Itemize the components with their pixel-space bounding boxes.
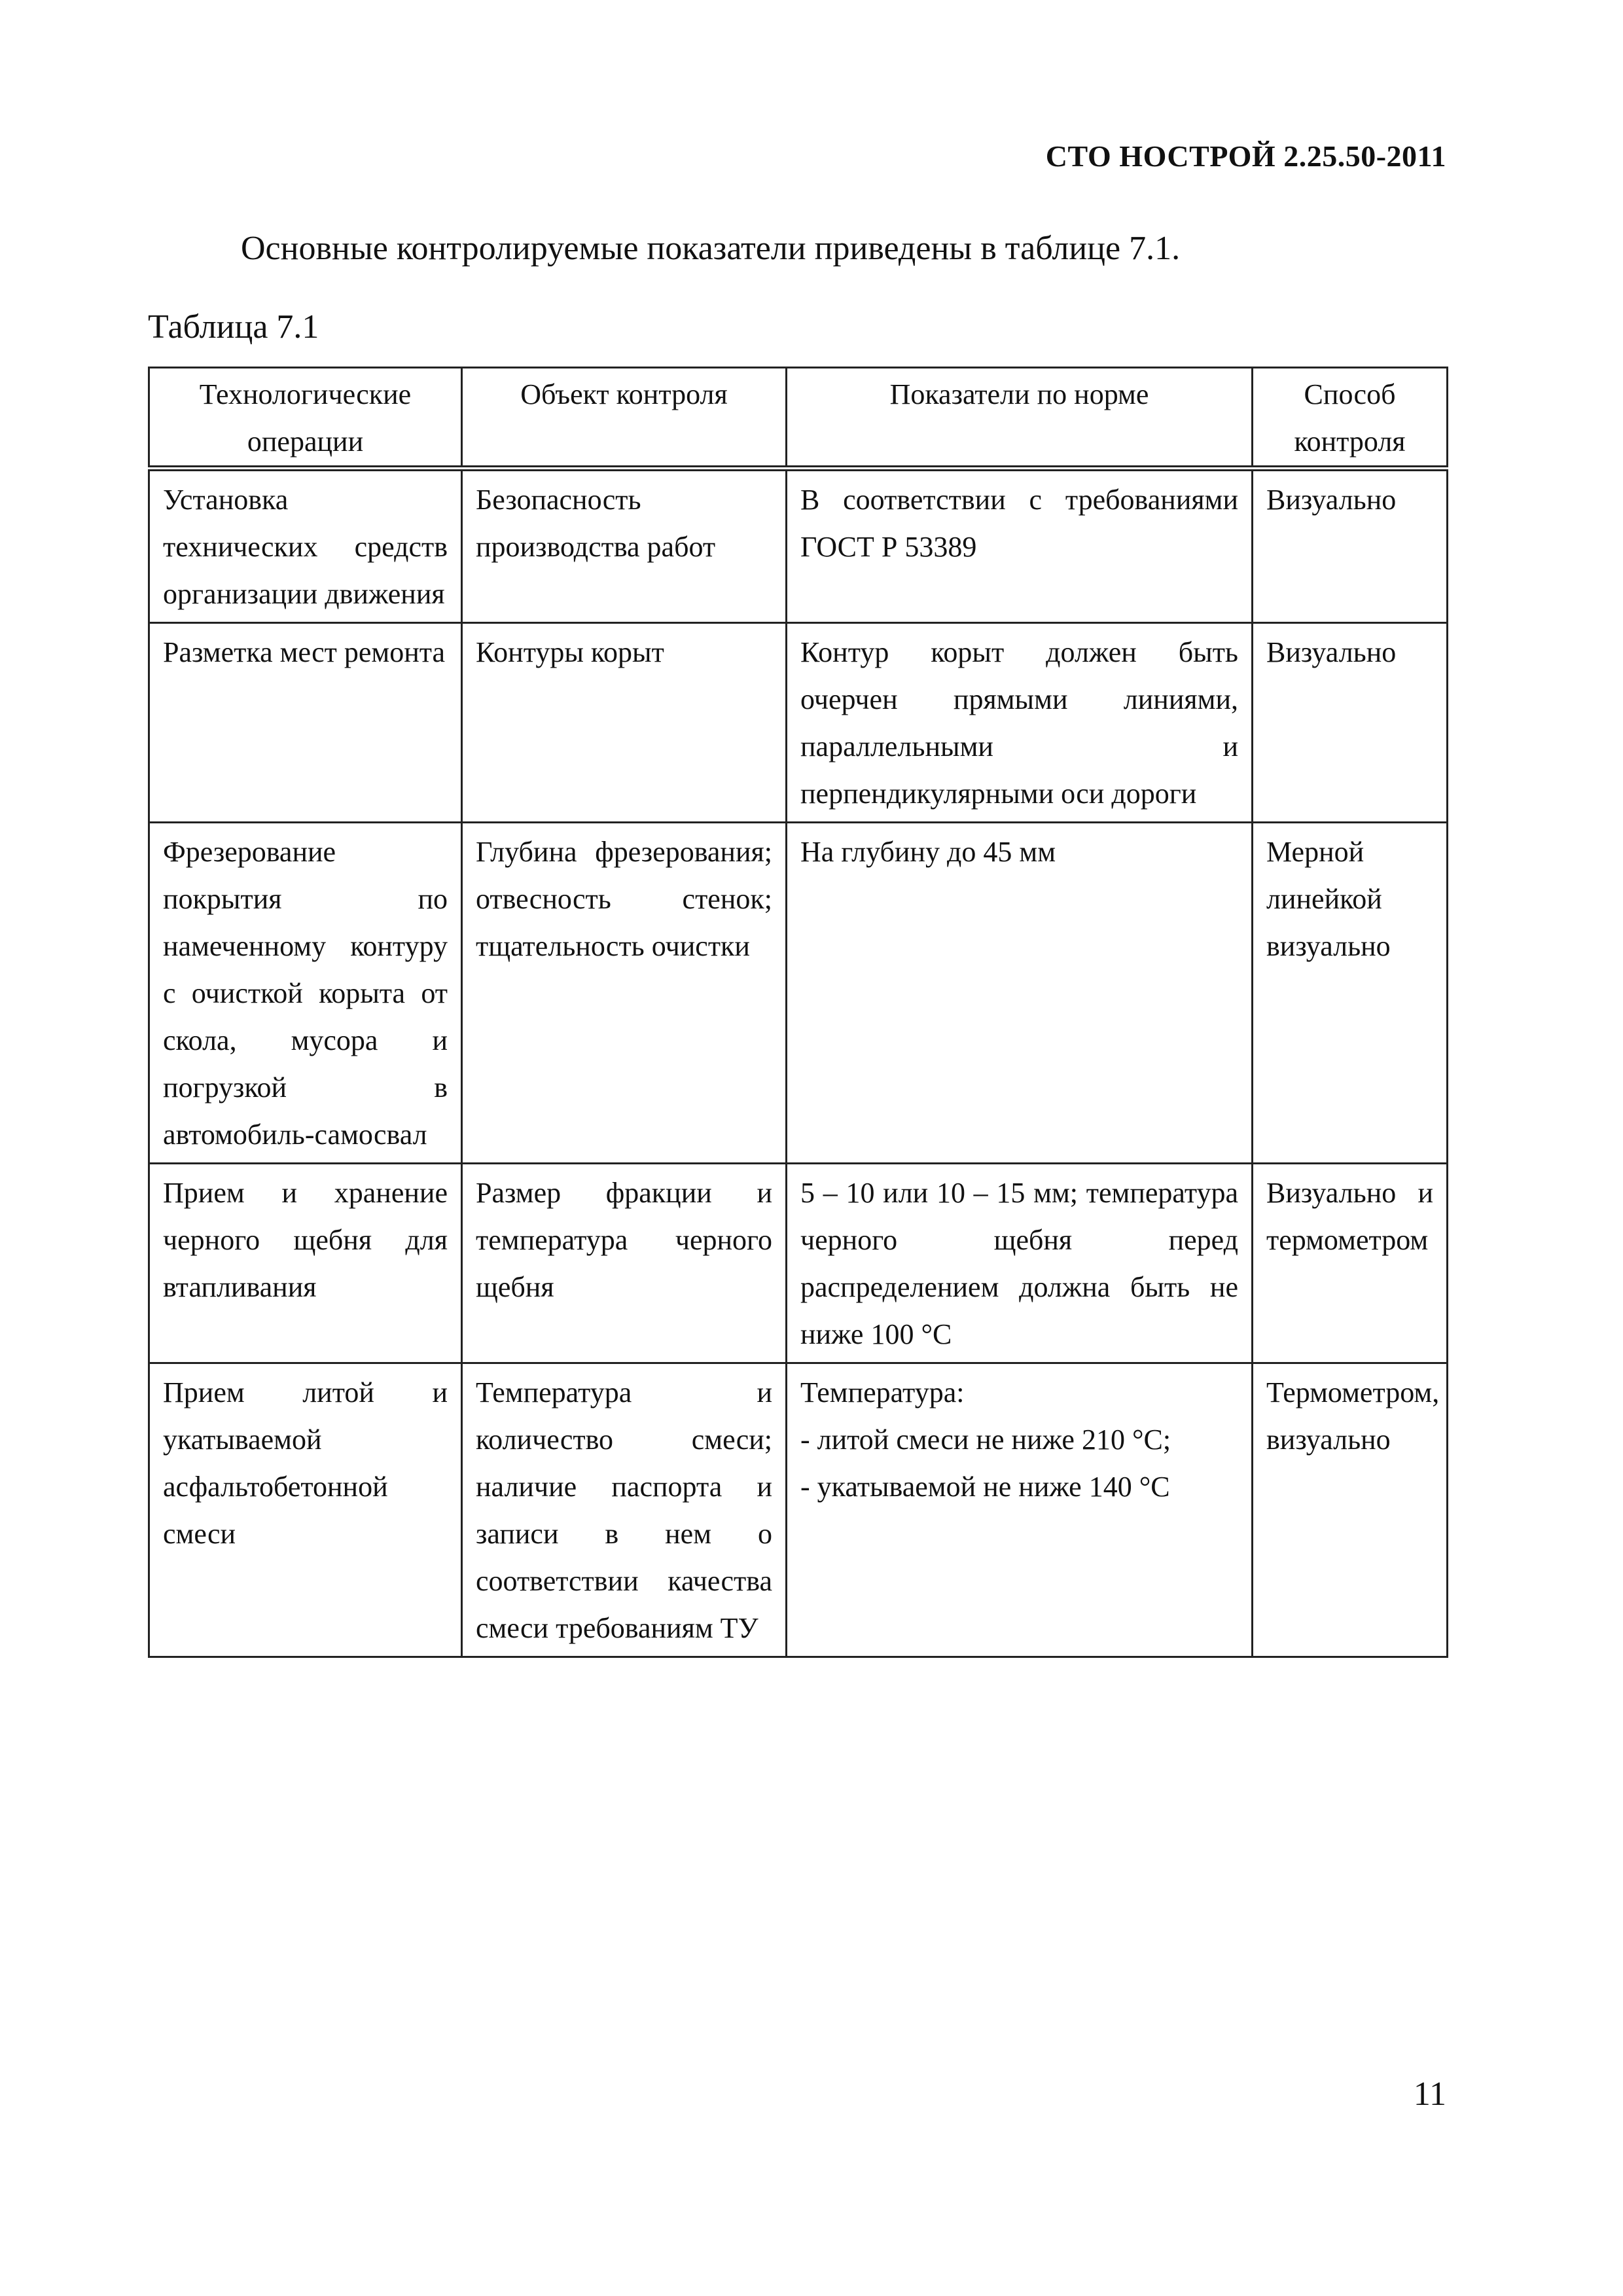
cell-norm: Температура: - литой смеси не ниже 210 °С; - укатываемой не ниже 140 °С: [787, 1363, 1253, 1657]
cell-method: Визуально: [1253, 623, 1448, 823]
document-code: СТО НОСТРОЙ 2.25.50-2011: [1045, 139, 1446, 173]
table-caption: Таблица 7.1: [148, 308, 319, 346]
cell-method: Термометром, визуально: [1253, 1363, 1448, 1657]
cell-operation: Установка технических средств организации движения: [149, 469, 462, 623]
header-object: Объект контроля: [462, 368, 787, 469]
cell-operation: Прием литой и укатываемой асфальтобетонной смеси: [149, 1363, 462, 1657]
control-table: [148, 367, 1448, 1658]
cell-method: Визуально и термометром: [1253, 1164, 1448, 1363]
table-body: [149, 469, 1448, 1657]
cell-norm: В соответствии с требованиями ГОСТ Р 53389: [787, 469, 1253, 623]
cell-object: Безопасность производства работ: [462, 469, 787, 623]
header-norm: Показатели по норме: [787, 368, 1253, 469]
table-row: [149, 1363, 1448, 1657]
cell-object: Размер фракции и температура черного щебня: [462, 1164, 787, 1363]
table-row: [149, 1164, 1448, 1363]
cell-object: Температура и количество смеси; наличие паспорта и записи в нем о соответствии качества смеси требованиям ТУ: [462, 1363, 787, 1657]
page-number: 11: [1413, 2075, 1446, 2113]
table-header-row: [149, 368, 1448, 469]
cell-operation: Фрезерование покрытия по намеченному контуру с очисткой корыта от скола, мусора и погрузкой в автомобиль-самосвал: [149, 823, 462, 1164]
cell-norm: Контур корыт должен быть очерчен прямыми линиями, параллельными и перпендикулярными оси дороги: [787, 623, 1253, 823]
header-operations: Технологические операции: [149, 368, 462, 469]
cell-method: Мерной линейкой визуально: [1253, 823, 1448, 1164]
table-row: [149, 469, 1448, 623]
intro-paragraph: Основные контролируемые показатели приведены в таблице 7.1.: [241, 230, 1181, 267]
cell-operation: Разметка мест ремонта: [149, 623, 462, 823]
cell-object: Глубина фрезерования; отвесность стенок; тщательность очистки: [462, 823, 787, 1164]
table-row: [149, 623, 1448, 823]
cell-method: Визуально: [1253, 469, 1448, 623]
cell-norm: На глубину до 45 мм: [787, 823, 1253, 1164]
cell-object: Контуры корыт: [462, 623, 787, 823]
table-header: [149, 368, 1448, 469]
header-method: Способ контроля: [1253, 368, 1448, 469]
table-row: [149, 823, 1448, 1164]
cell-norm: 5 – 10 или 10 – 15 мм; температура черного щебня перед распределением должна быть не ниже 100 °С: [787, 1164, 1253, 1363]
cell-operation: Прием и хранение черного щебня для втапливания: [149, 1164, 462, 1363]
